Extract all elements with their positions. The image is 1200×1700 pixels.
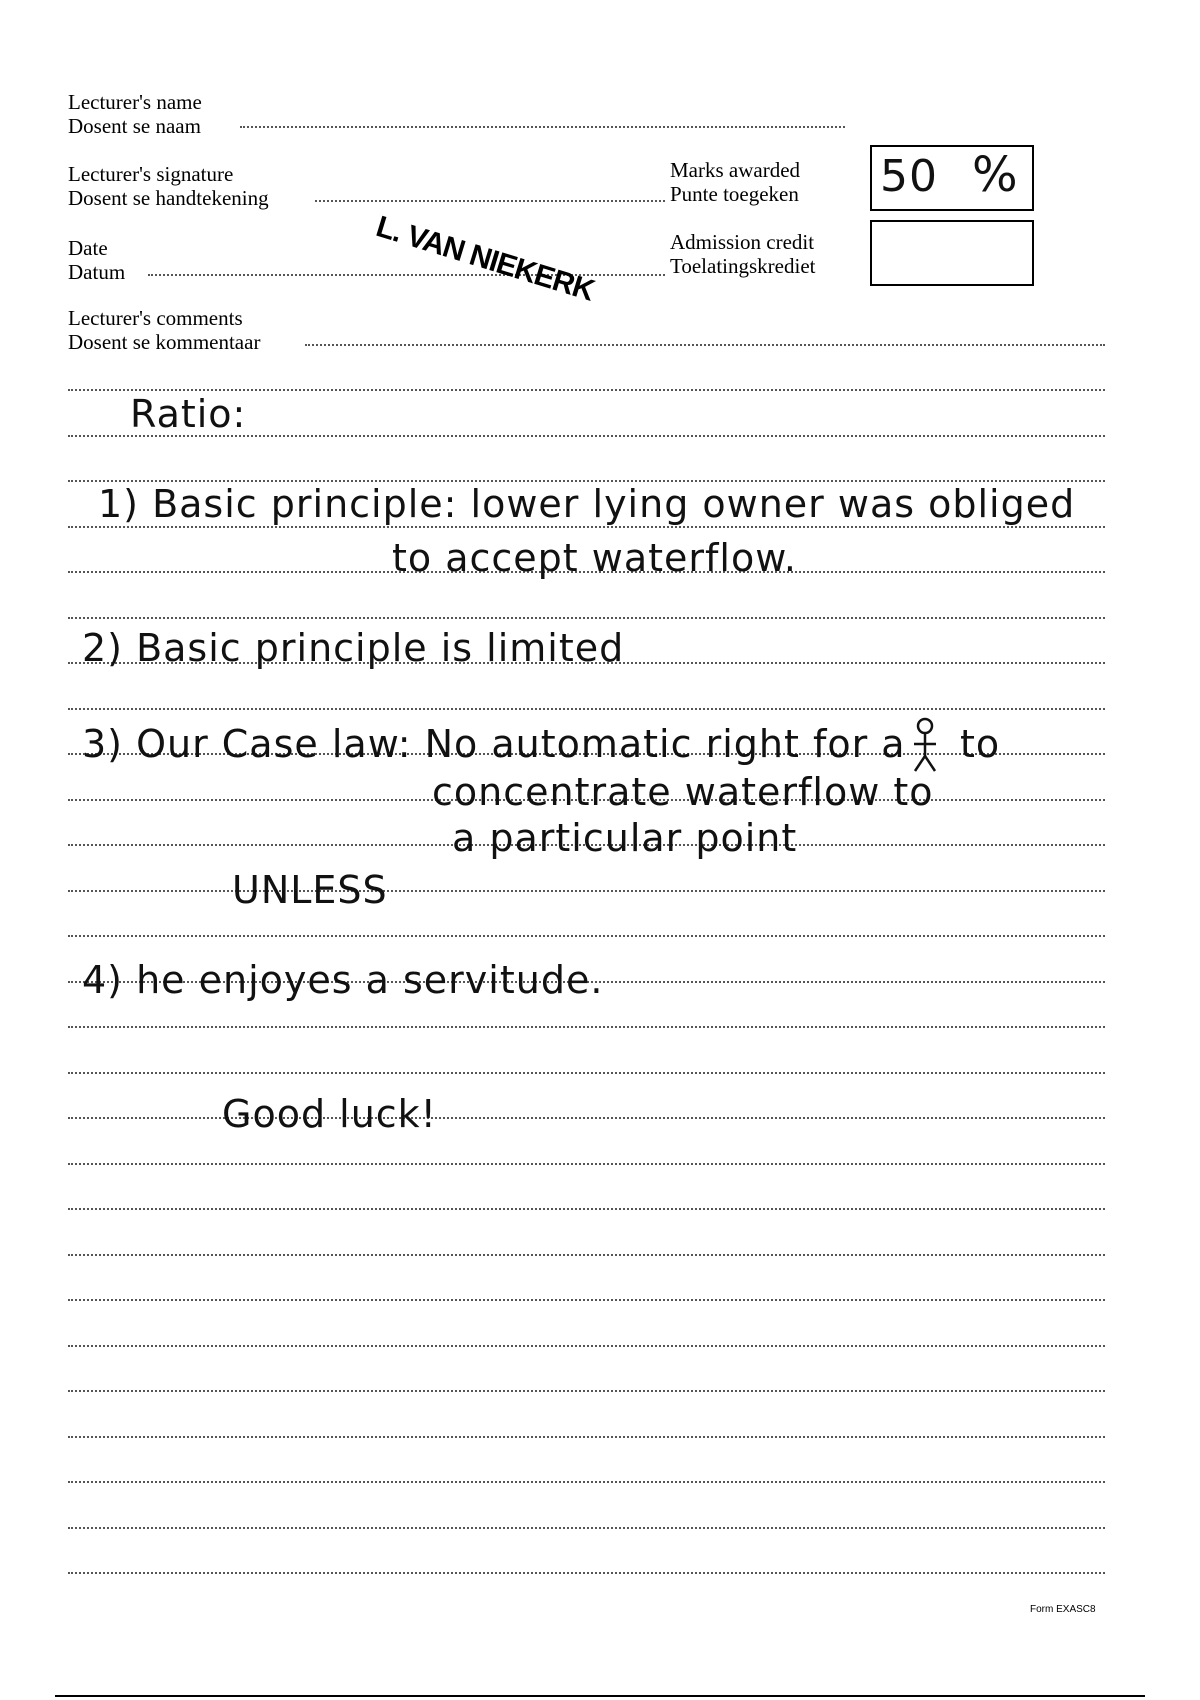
comment-line [68,1026,1105,1028]
marks-value: 50 [880,151,938,202]
comment-line [68,935,1105,937]
comment-line [68,1436,1105,1438]
comment-line [68,389,1105,391]
comment-line [68,890,1105,892]
comment-line [68,1072,1105,1074]
lecturer-name-line [240,126,845,128]
comment-line [68,1481,1105,1483]
lecturer-stamp: L. VAN NIEKERK [372,210,598,308]
comment-point-4: 4) he enjoyes a servitude. [82,958,604,1002]
comment-line [68,617,1105,619]
comment-good-luck: Good luck! [222,1092,437,1136]
comment-point-3d: a particular point [452,816,798,860]
comment-line [68,1390,1105,1392]
admission-credit-label: Admission credit Toelatingskrediet [670,230,816,278]
admission-credit-box [870,220,1034,286]
comment-line [68,708,1105,710]
lecturer-signature-label: Lecturer's signature Dosent se handtekening [68,162,269,210]
comment-line [305,344,1105,346]
comment-point-3a: 3) Our Case law: No automatic right for a [82,722,906,766]
date-label: Date Datum [68,236,126,284]
comment-point-3c: concentrate waterflow to [432,770,934,814]
comment-line [68,1163,1105,1165]
comment-line [68,1254,1105,1256]
person-icon [910,716,940,774]
comment-line [68,1208,1105,1210]
comment-line [68,1299,1105,1301]
comment-line [68,1572,1105,1574]
marks-unit: % [972,147,1019,203]
lecturer-comments-label: Lecturer's comments Dosent se kommentaar [68,306,261,354]
comment-point-1a: 1) Basic principle: lower lying owner was obliged [98,482,1076,526]
marks-awarded-label: Marks awarded Punte toegeken [670,158,801,206]
comment-point-3b: to [960,722,1001,766]
bottom-rule [55,1695,1145,1697]
comment-point-1b: to accept waterflow. [392,536,797,580]
lecturer-name-label: Lecturer's name Dosent se naam [68,90,202,138]
form-code: Form EXASC8 [1030,1604,1096,1615]
comment-point-2: 2) Basic principle is limited [82,626,625,670]
lecturer-signature-line [315,200,665,202]
comment-unless: UNLESS [232,868,388,912]
comment-ratio: Ratio: [130,392,247,436]
comment-line [68,1345,1105,1347]
marks-box [870,145,1034,211]
comment-line [68,1527,1105,1529]
